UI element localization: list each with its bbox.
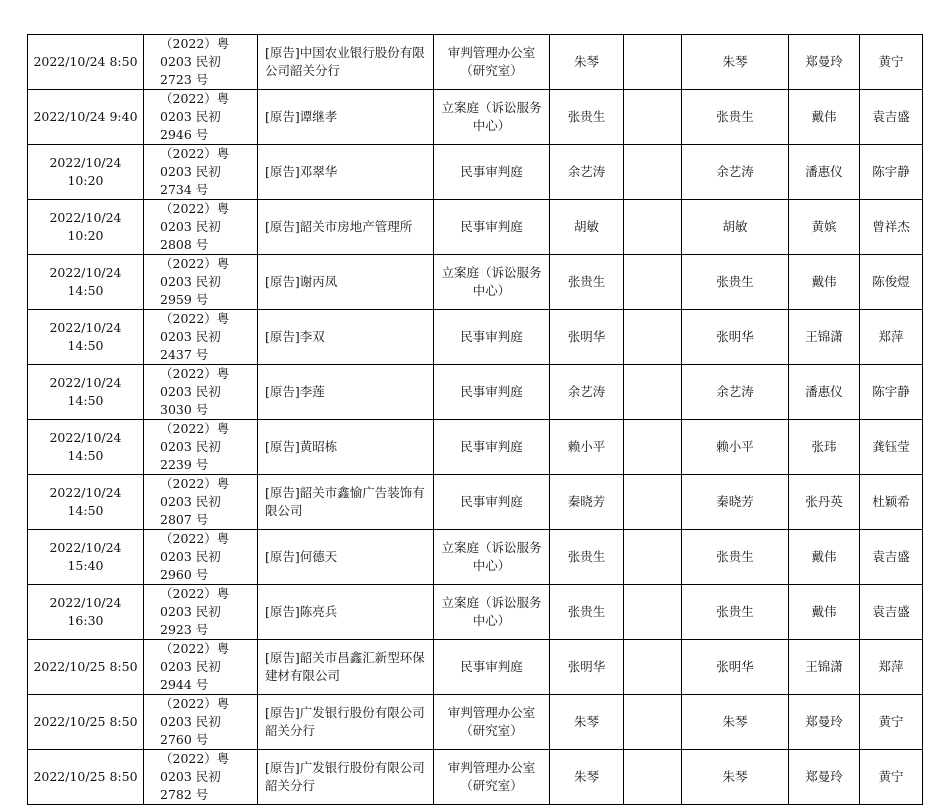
table-row [28, 475, 923, 530]
panel-member-cell: 张玮 [789, 420, 860, 475]
panel-member-cell: 张丹英 [789, 475, 860, 530]
clerk-cell: 黄宁 [860, 750, 923, 805]
clerk-cell: 曾祥杰 [860, 200, 923, 255]
case-number-cell: （2022）粤 0203 民初 2723 号 [144, 35, 258, 90]
case-number-cell: （2022）粤 0203 民初 2808 号 [144, 200, 258, 255]
clerk-cell: 陈宇静 [860, 365, 923, 420]
hearing-time-cell: 2022/10/25 8:50 [28, 750, 144, 805]
empty-cell [624, 420, 682, 475]
judge-cell: 张贵生 [550, 90, 624, 145]
panel-member-cell: 戴伟 [789, 530, 860, 585]
table-body [28, 35, 923, 805]
table-row [28, 310, 923, 365]
case-number-cell: （2022）粤 0203 民初 3030 号 [144, 365, 258, 420]
judge-cell: 朱琴 [550, 695, 624, 750]
case-number-cell: （2022）粤 0203 民初 2946 号 [144, 90, 258, 145]
tribunal-cell: 审判管理办公室（研究室） [434, 695, 550, 750]
clerk-cell: 袁吉盛 [860, 585, 923, 640]
hearing-time-cell: 2022/10/24 14:50 [28, 365, 144, 420]
case-number-cell: （2022）粤 0203 民初 2944 号 [144, 640, 258, 695]
case-number-cell: （2022）粤 0203 民初 2782 号 [144, 750, 258, 805]
judge-cell: 胡敏 [550, 200, 624, 255]
judge-cell: 余艺涛 [550, 145, 624, 200]
panel-member-cell: 戴伟 [789, 255, 860, 310]
empty-cell [624, 255, 682, 310]
tribunal-cell: 民事审判庭 [434, 145, 550, 200]
table-row [28, 640, 923, 695]
table-row [28, 255, 923, 310]
hearing-time-cell: 2022/10/24 14:50 [28, 420, 144, 475]
table-row [28, 585, 923, 640]
table-row [28, 90, 923, 145]
tribunal-cell: 审判管理办公室（研究室） [434, 750, 550, 805]
party-cell: [原告]广发银行股份有限公司韶关分行 [258, 695, 434, 750]
presiding-judge-cell: 张贵生 [682, 90, 789, 145]
party-cell: [原告]中国农业银行股份有限公司韶关分行 [258, 35, 434, 90]
empty-cell [624, 530, 682, 585]
empty-cell [624, 310, 682, 365]
table-row [28, 420, 923, 475]
table-row [28, 200, 923, 255]
party-cell: [原告]陈亮兵 [258, 585, 434, 640]
empty-cell [624, 695, 682, 750]
presiding-judge-cell: 朱琴 [682, 750, 789, 805]
judge-cell: 张贵生 [550, 585, 624, 640]
party-cell: [原告]谢丙凤 [258, 255, 434, 310]
panel-member-cell: 黄嫔 [789, 200, 860, 255]
hearing-time-cell: 2022/10/24 10:20 [28, 145, 144, 200]
judge-cell: 朱琴 [550, 750, 624, 805]
presiding-judge-cell: 张明华 [682, 640, 789, 695]
judge-cell: 秦晓芳 [550, 475, 624, 530]
presiding-judge-cell: 张贵生 [682, 255, 789, 310]
case-number-cell: （2022）粤 0203 民初 2959 号 [144, 255, 258, 310]
tribunal-cell: 立案庭（诉讼服务中心） [434, 530, 550, 585]
presiding-judge-cell: 朱琴 [682, 695, 789, 750]
empty-cell [624, 585, 682, 640]
table-row [28, 35, 923, 90]
panel-member-cell: 郑曼玲 [789, 695, 860, 750]
empty-cell [624, 200, 682, 255]
clerk-cell: 陈俊煜 [860, 255, 923, 310]
party-cell: [原告]邓翠华 [258, 145, 434, 200]
party-cell: [原告]谭继孝 [258, 90, 434, 145]
clerk-cell: 袁吉盛 [860, 90, 923, 145]
hearing-time-cell: 2022/10/25 8:50 [28, 640, 144, 695]
tribunal-cell: 立案庭（诉讼服务中心） [434, 90, 550, 145]
party-cell: [原告]李双 [258, 310, 434, 365]
panel-member-cell: 戴伟 [789, 585, 860, 640]
party-cell: [原告]韶关市鑫愉广告装饰有限公司 [258, 475, 434, 530]
clerk-cell: 郑萍 [860, 310, 923, 365]
empty-cell [624, 35, 682, 90]
party-cell: [原告]黄昭栋 [258, 420, 434, 475]
presiding-judge-cell: 朱琴 [682, 35, 789, 90]
judge-cell: 张贵生 [550, 255, 624, 310]
hearing-time-cell: 2022/10/24 9:40 [28, 90, 144, 145]
case-number-cell: （2022）粤 0203 民初 2960 号 [144, 530, 258, 585]
tribunal-cell: 民事审判庭 [434, 420, 550, 475]
presiding-judge-cell: 余艺涛 [682, 365, 789, 420]
case-number-cell: （2022）粤 0203 民初 2734 号 [144, 145, 258, 200]
tribunal-cell: 民事审判庭 [434, 365, 550, 420]
empty-cell [624, 365, 682, 420]
tribunal-cell: 民事审判庭 [434, 310, 550, 365]
empty-cell [624, 750, 682, 805]
case-number-cell: （2022）粤 0203 民初 2760 号 [144, 695, 258, 750]
tribunal-cell: 民事审判庭 [434, 200, 550, 255]
tribunal-cell: 民事审判庭 [434, 640, 550, 695]
empty-cell [624, 475, 682, 530]
empty-cell [624, 90, 682, 145]
case-number-cell: （2022）粤 0203 民初 2437 号 [144, 310, 258, 365]
party-cell: [原告]韶关市昌鑫汇新型环保建材有限公司 [258, 640, 434, 695]
table-row [28, 145, 923, 200]
presiding-judge-cell: 胡敏 [682, 200, 789, 255]
clerk-cell: 龚钰莹 [860, 420, 923, 475]
presiding-judge-cell: 秦晓芳 [682, 475, 789, 530]
tribunal-cell: 审判管理办公室（研究室） [434, 35, 550, 90]
tribunal-cell: 立案庭（诉讼服务中心） [434, 585, 550, 640]
panel-member-cell: 潘惠仪 [789, 365, 860, 420]
clerk-cell: 郑萍 [860, 640, 923, 695]
tribunal-cell: 立案庭（诉讼服务中心） [434, 255, 550, 310]
clerk-cell: 袁吉盛 [860, 530, 923, 585]
case-number-cell: （2022）粤 0203 民初 2807 号 [144, 475, 258, 530]
hearing-time-cell: 2022/10/24 10:20 [28, 200, 144, 255]
clerk-cell: 杜颖希 [860, 475, 923, 530]
panel-member-cell: 王锦潇 [789, 640, 860, 695]
judge-cell: 赖小平 [550, 420, 624, 475]
clerk-cell: 陈宇静 [860, 145, 923, 200]
hearing-time-cell: 2022/10/24 14:50 [28, 475, 144, 530]
case-number-cell: （2022）粤 0203 民初 2923 号 [144, 585, 258, 640]
presiding-judge-cell: 余艺涛 [682, 145, 789, 200]
presiding-judge-cell: 张贵生 [682, 530, 789, 585]
table-row [28, 750, 923, 805]
clerk-cell: 黄宁 [860, 695, 923, 750]
presiding-judge-cell: 张明华 [682, 310, 789, 365]
panel-member-cell: 王锦潇 [789, 310, 860, 365]
table-row [28, 695, 923, 750]
judge-cell: 张贵生 [550, 530, 624, 585]
party-cell: [原告]李莲 [258, 365, 434, 420]
empty-cell [624, 145, 682, 200]
judge-cell: 朱琴 [550, 35, 624, 90]
table-row [28, 365, 923, 420]
judge-cell: 张明华 [550, 310, 624, 365]
judge-cell: 余艺涛 [550, 365, 624, 420]
case-number-cell: （2022）粤 0203 民初 2239 号 [144, 420, 258, 475]
judge-cell: 张明华 [550, 640, 624, 695]
hearing-time-cell: 2022/10/24 14:50 [28, 255, 144, 310]
panel-member-cell: 潘惠仪 [789, 145, 860, 200]
presiding-judge-cell: 赖小平 [682, 420, 789, 475]
presiding-judge-cell: 张贵生 [682, 585, 789, 640]
party-cell: [原告]何德天 [258, 530, 434, 585]
hearing-schedule-table [27, 34, 923, 805]
party-cell: [原告]韶关市房地产管理所 [258, 200, 434, 255]
hearing-time-cell: 2022/10/24 8:50 [28, 35, 144, 90]
tribunal-cell: 民事审判庭 [434, 475, 550, 530]
hearing-time-cell: 2022/10/24 16:30 [28, 585, 144, 640]
panel-member-cell: 戴伟 [789, 90, 860, 145]
clerk-cell: 黄宁 [860, 35, 923, 90]
party-cell: [原告]广发银行股份有限公司韶关分行 [258, 750, 434, 805]
panel-member-cell: 郑曼玲 [789, 750, 860, 805]
hearing-time-cell: 2022/10/24 15:40 [28, 530, 144, 585]
panel-member-cell: 郑曼玲 [789, 35, 860, 90]
table-row [28, 530, 923, 585]
empty-cell [624, 640, 682, 695]
hearing-time-cell: 2022/10/25 8:50 [28, 695, 144, 750]
hearing-time-cell: 2022/10/24 14:50 [28, 310, 144, 365]
